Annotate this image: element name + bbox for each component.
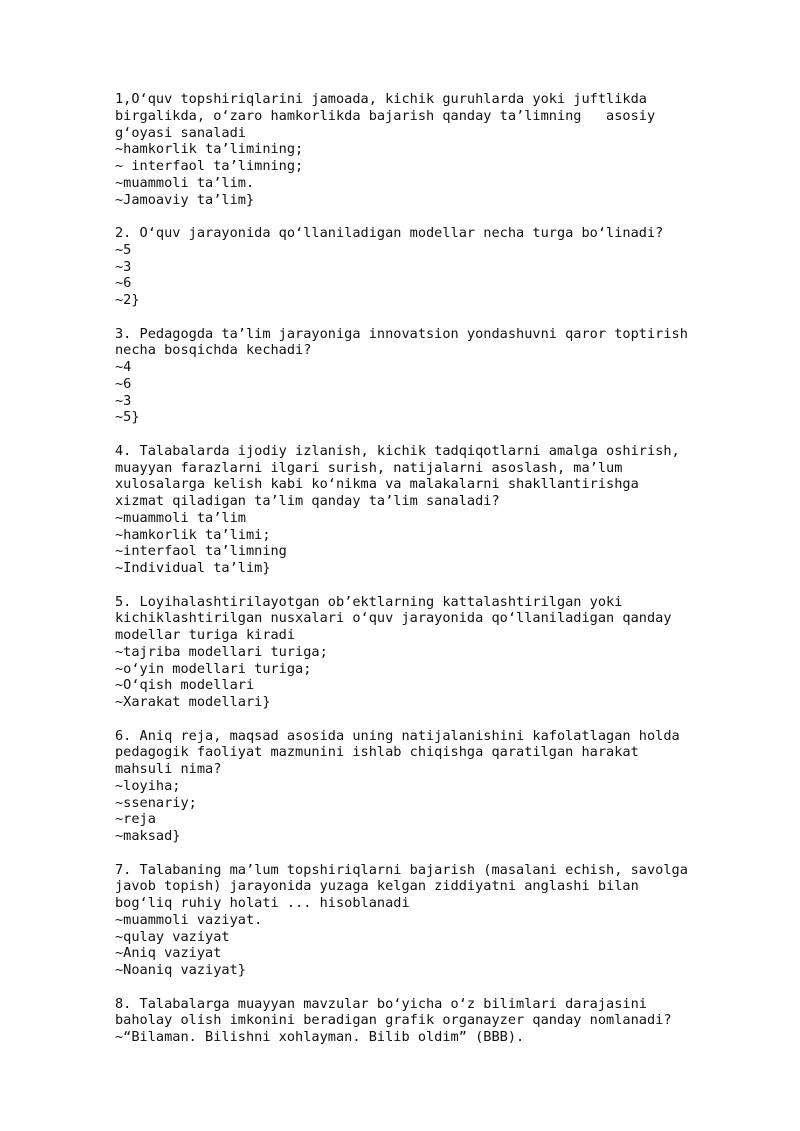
question-block — [115, 326, 755, 427]
question-text-line: bog‘liq ruhiy holati ... hisoblanadi — [115, 895, 410, 911]
question-text-line: 3. Pedagogda ta’lim jarayoniga innovatsion yondashuvni qaror toptirish — [115, 325, 688, 342]
answer-option: ~muammoli vaziyat. — [115, 911, 263, 928]
answer-option: ~Xarakat modellari} — [115, 694, 271, 710]
question-block — [115, 225, 755, 309]
question-text-line: baholay olish imkonini beradigan grafik organayzer qanday nomlanadi? — [115, 1012, 672, 1029]
answer-option: ~Individual ta’lim} — [115, 560, 271, 576]
question-block — [115, 862, 755, 979]
question-text-line: necha bosqichda kechadi? — [115, 342, 312, 359]
answer-option: ~qulay vaziyat — [115, 928, 230, 945]
question-text-line: javob topish) jarayonida yuzaga kelgan ziddiyatni anglashi bilan — [115, 878, 639, 895]
question-text-line: 7. Talabaning ma’lum topshiriqlarni bajarish (masalani echish, savolga — [115, 861, 688, 878]
question-block — [115, 728, 755, 845]
answer-option: ~hamkorlik ta’limining; — [115, 141, 304, 158]
answer-option: ~loyiha; — [115, 777, 181, 794]
question-text-line: xulosalarga kelish kabi ko‘nikma va malakalarni shakllantirishga — [115, 476, 639, 493]
answer-option: ~3 — [115, 258, 132, 275]
answer-option: ~ssenariy; — [115, 794, 197, 811]
answer-option: ~Jamoaviy ta’lim} — [115, 191, 255, 208]
answer-option: ~muammoli ta’lim. — [115, 174, 255, 191]
question-text-line: g‘oyasi sanaladi — [115, 124, 246, 141]
question-text-line: birgalikda, o‘zaro hamkorlikda bajarish qanday ta’limning asosiy — [115, 107, 656, 124]
answer-option: ~5} — [115, 409, 140, 426]
answer-option: ~6 — [115, 275, 132, 292]
question-text-line: xizmat qiladigan ta’lim qanday ta’lim sanaladi? — [115, 493, 500, 509]
answer-option: ~muammoli ta’lim — [115, 509, 246, 526]
answer-option: ~O‘qish modellari — [115, 677, 255, 694]
question-text-line: 6. Aniq reja, maqsad asosida uning natijalanishini kafolatlagan holda — [115, 727, 680, 744]
answer-option: ~4 — [115, 359, 132, 375]
answer-option: ~2} — [115, 292, 140, 308]
question-text-line: 8. Talabalarga muayyan mavzular bo‘yicha o‘z bilimlari darajasini — [115, 995, 647, 1012]
answer-option: ~reja — [115, 811, 156, 828]
answer-option: ~6 — [115, 375, 132, 392]
answer-option: ~maksad} — [115, 828, 181, 844]
answer-option: ~3 — [115, 392, 132, 409]
question-block — [115, 594, 755, 711]
question-text-line: 2. O‘quv jarayonida qo‘llaniladigan modellar necha turga bo‘linadi? — [115, 225, 664, 241]
answer-option: ~ interfaol ta’limning; — [115, 158, 304, 174]
answer-option: ~interfaol ta’limning — [115, 543, 287, 560]
question-text-line: 1,O‘quv topshiriqlarini jamoada, kichik guruhlarda yoki juftlikda — [115, 91, 647, 107]
question-text-line: muayyan farazlarni ilgari surish, natijalarni asoslash, ma’lum — [115, 459, 623, 476]
question-block — [115, 91, 755, 208]
answer-option: ~Aniq vaziyat — [115, 945, 222, 962]
answer-option: ~o‘yin modellari turiga; — [115, 660, 312, 677]
question-block — [115, 996, 755, 1046]
question-text-line: 4. Talabalarda ijodiy izlanish, kichik tadqiqotlarni amalga oshirish, — [115, 442, 680, 459]
question-text-line: pedagogik faoliyat mazmunini ishlab chiqishga qaratilgan harakat — [115, 744, 639, 761]
question-block — [115, 443, 755, 577]
answer-option: ~hamkorlik ta’limi; — [115, 526, 271, 543]
answer-option: ~tajriba modellari turiga; — [115, 643, 328, 660]
question-text-line: 5. Loyihalashtirilayotgan ob’ektlarning kattalashtirilgan yoki — [115, 593, 623, 610]
answer-option: ~Noaniq vaziyat} — [115, 962, 246, 978]
question-text-line: kichiklashtirilgan nusxalari o‘quv jarayonida qo‘llaniladigan qanday — [115, 610, 672, 627]
document-body — [115, 91, 755, 1063]
answer-option: ~“Bilaman. Bilishni xohlayman. Bilib oldim” (BBB). — [115, 1029, 525, 1045]
question-text-line: mahsuli nima? — [115, 761, 222, 777]
question-text-line: modellar turiga kiradi — [115, 627, 296, 643]
answer-option: ~5 — [115, 241, 132, 258]
